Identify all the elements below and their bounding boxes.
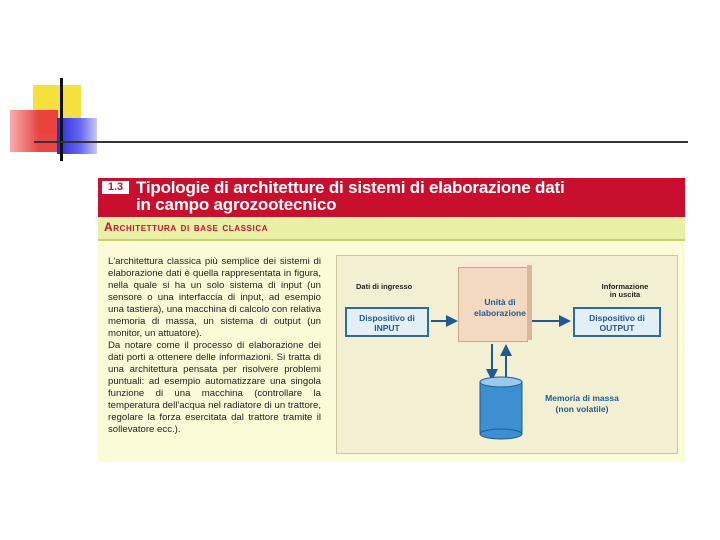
input-device-label-2: INPUT (374, 323, 400, 333)
output-caption-line-2: in uscita (609, 290, 641, 299)
section-number: 1.3 (102, 181, 129, 194)
output-device-label-1: Dispositivo di (589, 313, 645, 323)
textbook-page (98, 178, 685, 462)
subheading-bar (98, 217, 685, 241)
slide-decoration-red-square (10, 110, 58, 152)
output-caption-line-1: Informazione (601, 282, 649, 291)
output-device-box (573, 307, 661, 337)
section-header (98, 178, 685, 217)
input-device-box (345, 307, 429, 337)
slide-decoration-horizontal-line (34, 141, 688, 143)
body-paragraph-1: L'architettura classica più semplice dei sistemi di elaborazione dati è quella rappresentata in figura, nella quale si ha un solo sistema di input (un sensore o una interfaccia di input, ad esempio una tastiera), una macchina di calcolo con relativa memoria di massa, un sistema di output (un monitor, un attuatore). (108, 256, 321, 339)
mass-memory-label-1: Memoria di massa (545, 393, 619, 403)
slide-decoration-vertical-line (60, 78, 63, 161)
section-title-line-2: in campo agrozootecnico (136, 195, 337, 214)
mass-memory-label (537, 393, 627, 415)
processing-unit-label-1: Unità di (484, 297, 516, 307)
architecture-diagram (336, 255, 678, 454)
subheading: Architettura di base classica (104, 220, 269, 234)
output-caption (590, 283, 660, 299)
mass-memory-label-2: (non volatile) (555, 404, 609, 414)
input-device-label-1: Dispositivo di (359, 313, 415, 323)
input-caption: Dati di ingresso (356, 282, 413, 291)
memory-cylinder-icon (480, 377, 522, 439)
section-title-line-1: Tipologie di architetture di sistemi di elaborazione dati (136, 178, 565, 197)
output-device-label-2: OUTPUT (599, 323, 635, 333)
body-paragraph-2: Da notare come il processo di elaborazione dei dati porti a ottenere delle informazioni. Si tratta di una architettura pensata per risolvere problemi puntuali: ad esempio automatizzare una singola funzione di una macchina (controllare la temperatura dell'acqua nel radiatore di un trattore, regolare la forza esercitata dal trattore tramite il sollevatore ecc.). (108, 340, 321, 435)
processing-unit-label-2: elaborazione (474, 308, 526, 318)
section-title (136, 179, 681, 213)
slide-decoration-blue-square (57, 118, 97, 154)
processing-unit-label (461, 297, 539, 319)
body-text (108, 256, 321, 436)
